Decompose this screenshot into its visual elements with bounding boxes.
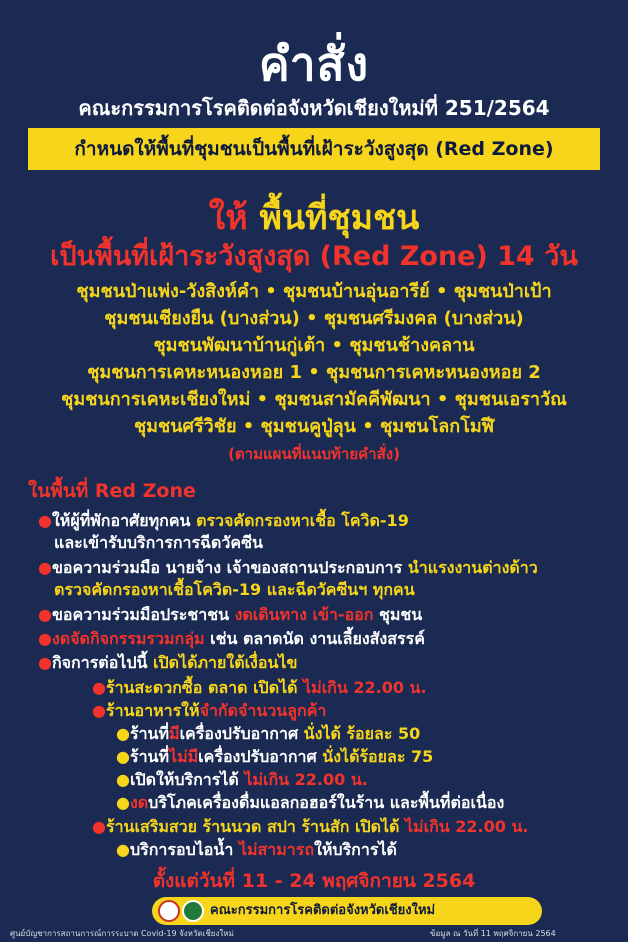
community-line: ชุมชนเชียงยืน (บางส่วน) • ชุมชนศรีมงคล (บางส่วน) xyxy=(104,308,524,329)
bullet-icon: ● xyxy=(38,558,52,577)
bullet-icon: ● xyxy=(92,817,106,836)
measure-employers-cont: ตรวจคัดกรองหาเชื้อโควิด-19 และฉีดวัคซีนฯ ทุกคน xyxy=(54,580,415,599)
bullet-icon: ● xyxy=(116,793,130,812)
headline-red-word: ให้ xyxy=(208,198,248,238)
source-credit: ศูนย์บัญชาการสถานการณ์การระบาด Covid-19 จังหวัดเชียงใหม่ xyxy=(10,929,234,938)
sub-beauty-massage: ●ร้านเสริมสวย ร้านนวด สปา ร้านสัก เปิดได้ ไม่เกิน 22.00 น. xyxy=(92,817,529,836)
community-line: ชุมชนป่าแพ่ง-วังสิงห์คำ • ชุมชนบ้านอุ่นอารีย์ • ชุมชนป่าเป้า xyxy=(76,281,552,302)
map-note: (ตามแผนที่แนบท้ายคำสั่ง) xyxy=(228,445,400,463)
measure-gatherings: ●งดจัดกิจกรรมรวมกลุ่ม เช่น ตลาดนัด งานเลี้ยงสังสรรค์ xyxy=(38,629,425,648)
bullet-icon: ● xyxy=(116,724,130,743)
province-seal-icon xyxy=(158,900,180,922)
community-line: ชุมชนพัฒนาบ้านกู่เต้า • ชุมชนช้างคลาน xyxy=(153,335,475,356)
sub-ac-seating: ●ร้านที่มีเครื่องปรับอากาศ นั่งได้ ร้อยละ 50 xyxy=(116,724,421,743)
headline-line-2: เป็นพื้นที่เฝ้าระวังสูงสุด (Red Zone) 14 วัน xyxy=(50,241,578,272)
measure-residents: ●ให้ผู้ที่พักอาศัยทุกคน ตรวจคัดกรองหาเชื้อ โควิด-19 xyxy=(38,511,409,530)
health-office-logo-icon xyxy=(182,900,204,922)
bullet-icon: ● xyxy=(38,653,52,672)
bullet-icon: ● xyxy=(38,629,52,648)
bullet-icon: ● xyxy=(116,747,130,766)
data-date: ข้อมูล ณ วันที่ 11 พฤศจิกายน 2564 xyxy=(430,929,556,938)
bullet-icon: ● xyxy=(116,840,130,859)
effective-dates: ตั้งแต่วันที่ 11 - 24 พฤศจิกายน 2564 xyxy=(152,870,476,892)
sub-restaurants: ●ร้านอาหารให้จำกัดจำนวนลูกค้า xyxy=(92,701,327,720)
sub-no-ac-seating: ●ร้านที่ไม่มีเครื่องปรับอากาศ นั่งได้ร้อยละ 75 xyxy=(116,747,434,766)
sub-convenience: ●ร้านสะดวกซื้อ ตลาด เปิดได้ ไม่เกิน 22.00 น. xyxy=(92,678,427,697)
bullet-icon: ● xyxy=(38,511,52,530)
sub-opening-hours: ●เปิดให้บริการได้ ไม่เกิน 22.00 น. xyxy=(116,770,368,789)
bullet-icon: ● xyxy=(92,701,106,720)
sub-alcohol-ban: ●งดบริโภคเครื่องดื่มแอลกอฮอร์ในร้าน และพื้นที่ต่อเนื่อง xyxy=(116,793,505,812)
sub-sauna: ●บริการอบไอน้ำ ไม่สามารถให้บริการได้ xyxy=(116,840,397,859)
bullet-icon: ● xyxy=(38,605,52,624)
community-line: ชุมชนการเคหะเชียงใหม่ • ชุมชนสามัคคีพัฒนา • ชุมชนเอราวัณ xyxy=(61,389,567,410)
footer-organization: คณะกรรมการโรคติดต่อจังหวัดเชียงใหม่ xyxy=(210,903,436,918)
page-title: คำสั่ง xyxy=(258,37,370,91)
bullet-icon: ● xyxy=(92,678,106,697)
measure-employers: ●ขอความร่วมมือ นายจ้าง เจ้าของสถานประกอบการ นำแรงงานต่างด้าว xyxy=(38,558,538,577)
measure-residents-cont: และเข้ารับบริการการฉีดวัคซีน xyxy=(54,533,263,552)
measure-travel: ●ขอความร่วมมือประชาชน งดเดินทาง เข้า-ออก ชุมชน xyxy=(38,605,423,624)
community-line: ชุมชนศรีวิชัย • ชุมชนคูปู่ลุน • ชุมชนโลกโมฬี xyxy=(133,416,495,437)
bullet-icon: ● xyxy=(116,770,130,789)
red-zone-banner: กำหนดให้พื้นที่ชุมชนเป็นพื้นที่เฝ้าระวังสูงสุด (Red Zone) xyxy=(28,128,600,170)
measure-businesses: ●กิจการต่อไปนี้ เปิดได้ภายใต้เงื่อนไข xyxy=(38,653,298,672)
headline-yellow-word: พื้นที่ชุมชน xyxy=(259,198,420,238)
order-subtitle: คณะกรรมการโรคติดต่อจังหวัดเชียงใหม่ที่ 251/2564 xyxy=(78,96,550,120)
community-line: ชุมชนการเคหะหนองหอย 1 • ชุมชนการเคหะหนองหอย 2 xyxy=(87,362,541,383)
red-zone-heading: ในพื้นที่ Red Zone xyxy=(28,480,196,502)
